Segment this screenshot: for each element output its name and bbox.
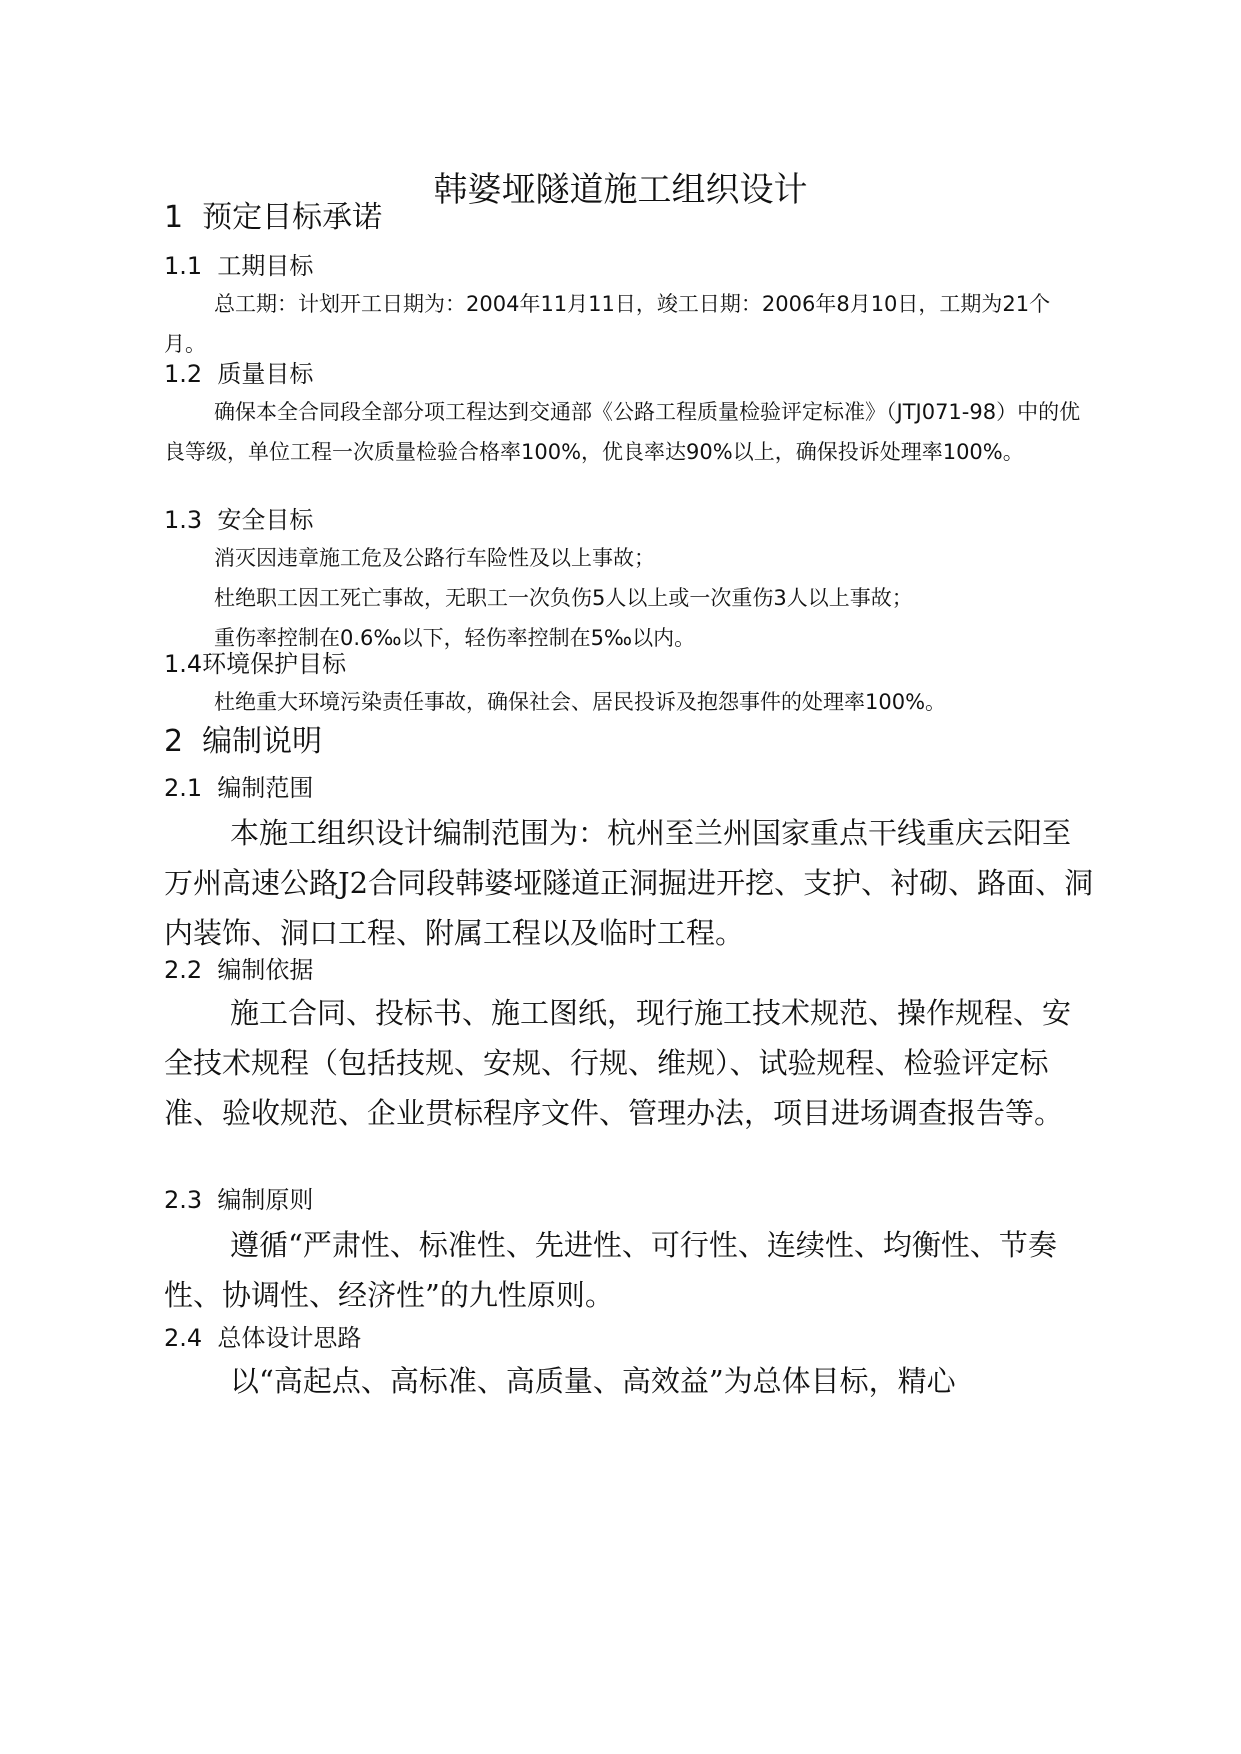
section-2-1-text: 本施工组织设计编制范围为：杭州至兰州国家重点干线重庆云阳至万州高速公路J2合同段韩婆垭隧道正洞掘进开挖、支护、衬砌、路面、洞内装饰、洞口工程、附属工程以及临时工程。 (164, 816, 1094, 950)
section-2-3-heading: 2.3 编制原则 (164, 1186, 314, 1214)
safety-goal-line: 消灭因违章施工危及公路行车险性及以上事故； (214, 546, 655, 570)
section-2-4-paragraph (164, 1356, 1094, 1406)
section-1-1-heading: 1.1 工期目标 (164, 252, 314, 280)
section-2-2-paragraph (164, 988, 1094, 1138)
section-1-3-list (164, 538, 1084, 658)
section-2-4-heading: 2.4 总体设计思路 (164, 1324, 362, 1352)
section-1-2-text: 确保本全合同段全部分项工程达到交通部《公路工程质量检验评定标准》（JTJ071-98）中的优良等级，单位工程一次质量检验合格率100%，优良率达90%以上，确保投诉处理率100%。 (164, 400, 1081, 464)
safety-goal-line: 重伤率控制在0.6‰以下，轻伤率控制在5‰以内。 (214, 626, 696, 650)
section-1-4-paragraph (164, 682, 1084, 722)
section-2-1-heading: 2.1 编制范围 (164, 774, 314, 802)
section-1-4-heading: 1.4环境保护目标 (164, 650, 347, 678)
document-title: 韩婆垭隧道施工组织设计 (433, 170, 808, 210)
section-2-heading: 2 编制说明 (164, 724, 323, 759)
section-1-1-text: 总工期：计划开工日期为：2004年11月11日，竣工日期：2006年8月10日，工期为21个月。 (164, 292, 1051, 356)
section-1-3-heading: 1.3 安全目标 (164, 506, 314, 534)
section-2-4-text: 以“高起点、高标准、高质量、高效益”为总体目标，精心 (230, 1364, 956, 1398)
section-1-2-paragraph (164, 392, 1084, 472)
section-1-1-paragraph (164, 284, 1084, 364)
section-1-heading: 1 预定目标承诺 (164, 200, 383, 235)
section-1-2-heading: 1.2 质量目标 (164, 360, 314, 388)
section-2-2-text: 施工合同、投标书、施工图纸，现行施工技术规范、操作规程、安全技术规程（包括技规、安规、行规、维规）、试验规程、检验评定标准、验收规范、企业贯标程序文件、管理办法，项目进场调查报告等。 (164, 996, 1072, 1130)
section-2-2-heading: 2.2 编制依据 (164, 956, 314, 984)
safety-goal-line: 杜绝职工因工死亡事故，无职工一次负伤5人以上或一次重伤3人以上事故； (214, 586, 913, 610)
section-2-3-paragraph (164, 1220, 1094, 1320)
section-2-3-text: 遵循“严肃性、标准性、先进性、可行性、连续性、均衡性、节奏性、协调性、经济性”的九性原则。 (164, 1228, 1057, 1312)
section-2-1-paragraph (164, 808, 1094, 958)
section-1-4-text: 杜绝重大环境污染责任事故，确保社会、居民投诉及抱怨事件的处理率100%。 (214, 690, 947, 714)
